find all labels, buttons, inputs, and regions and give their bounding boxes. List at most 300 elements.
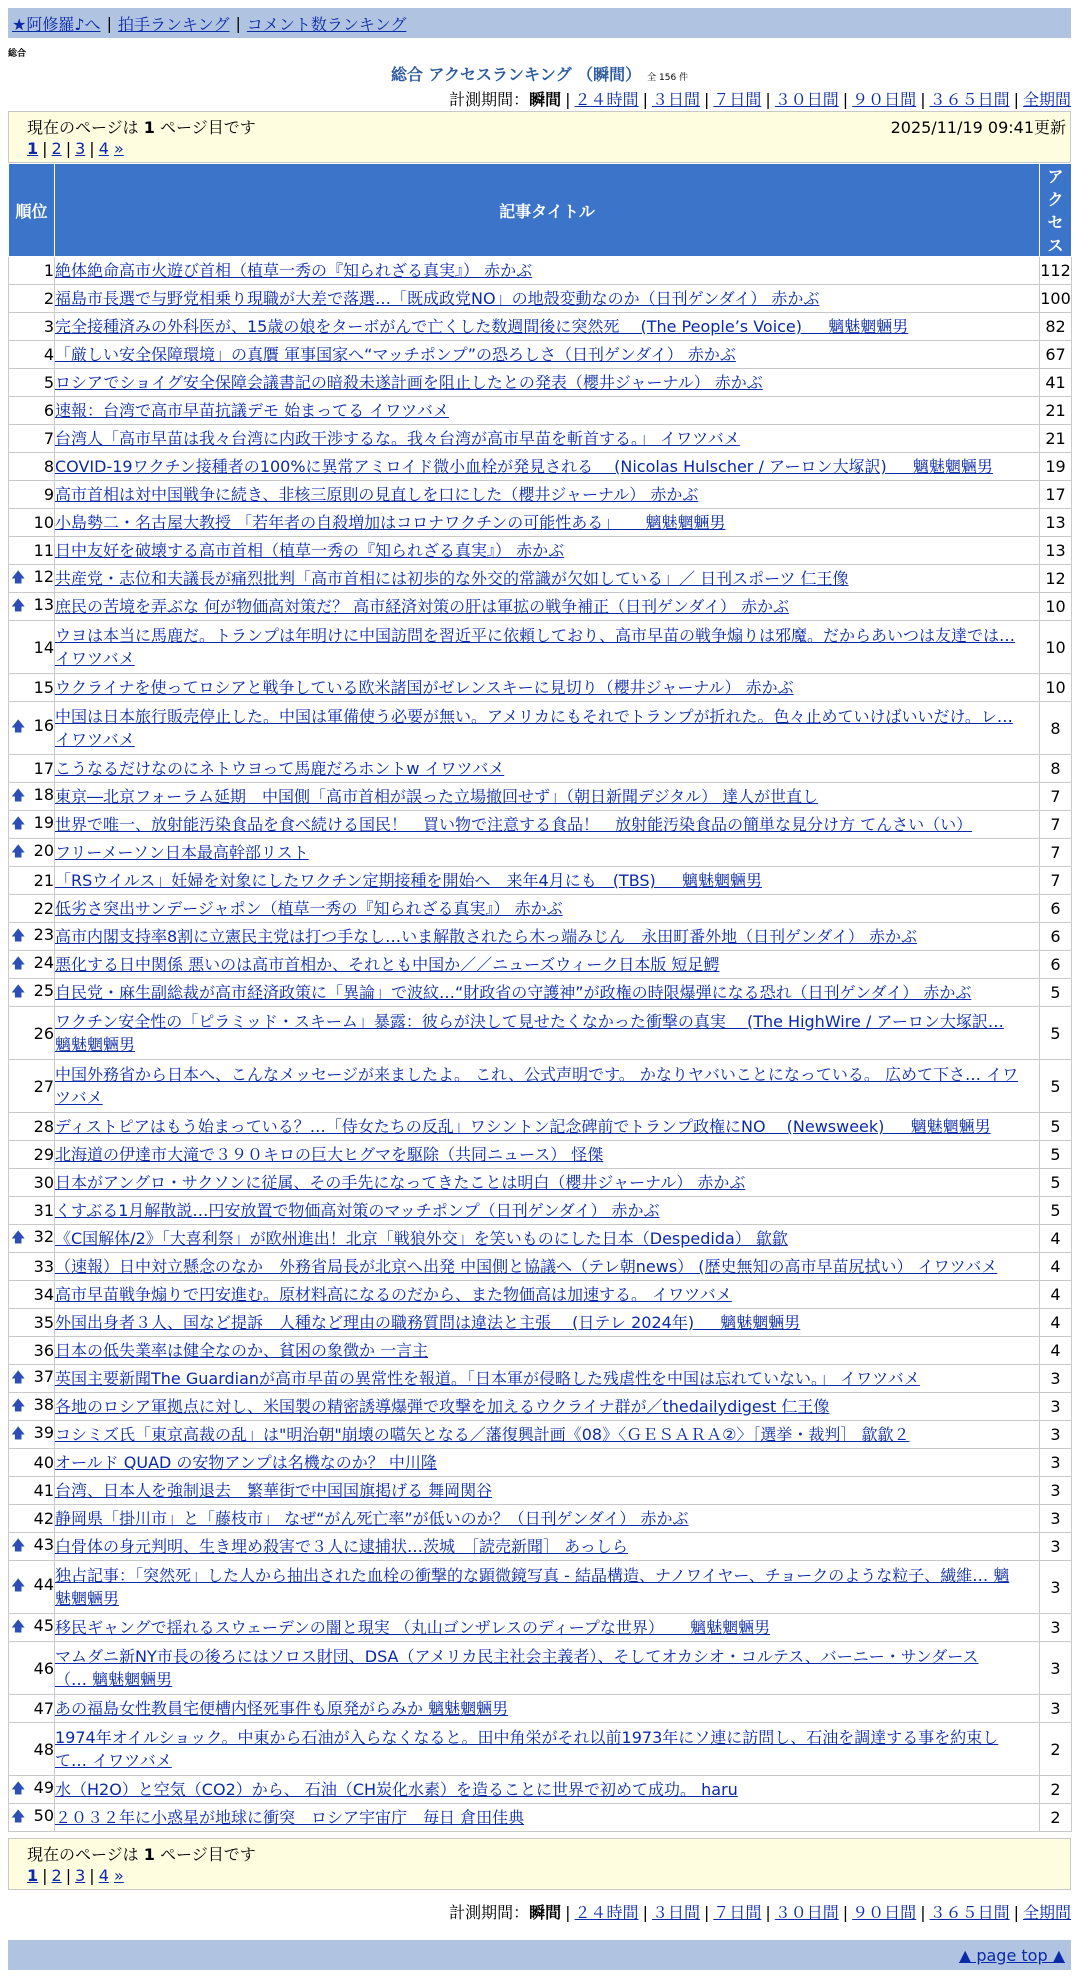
- rank-cell: [9, 1365, 55, 1393]
- table-row: [9, 1197, 1072, 1225]
- rank-cell: [9, 783, 55, 811]
- up-arrow-icon: 🡅: [11, 927, 26, 944]
- title-cell: [55, 1007, 1040, 1060]
- access-count: 5: [1040, 1113, 1072, 1141]
- access-count: 3: [1040, 1695, 1072, 1723]
- article-title-link[interactable]: 台湾人「高市早苗は我々台湾に内政干渉するな。我々台湾が高市早苗を斬首する。」 イワツバメ: [55, 429, 740, 448]
- rank-cell: [9, 285, 55, 313]
- rank-number: 31: [33, 1201, 54, 1220]
- article-title-link[interactable]: 高市内閣支持率8割に立憲民主党は打つ手なし…いま解散されたら木っ端みじん 永田町番外地（日刊ゲンダイ） 赤かぶ: [55, 927, 917, 946]
- access-count: 4: [1040, 1225, 1072, 1253]
- rank-cell: [9, 979, 55, 1007]
- table-row: [9, 1225, 1072, 1253]
- article-title-link[interactable]: 独占記事：「突然死」した人から抽出された血栓の衝撃的な顕微鏡写真 - 結晶構造、ナノワイヤー、チョークのような粒子、繊維… 魑: [55, 1566, 1010, 1585]
- rank-number: 5: [43, 373, 54, 392]
- period-current: 瞬間: [529, 90, 562, 109]
- article-title-link[interactable]: 日本がアングロ・サクソンに従属、その手先になってきたことは明白（櫻井ジャーナル） 赤かぶ: [55, 1173, 746, 1192]
- article-title-link[interactable]: ウクライナを使ってロシアと戦争している欧米諸国がゼレンスキーに見切り（櫻井ジャーナル） 赤かぶ: [55, 678, 794, 697]
- table-row: [9, 481, 1072, 509]
- period-option-link[interactable]: ３０日間: [774, 90, 839, 109]
- table-row: [9, 397, 1072, 425]
- current-page-suffix: ページ目です: [160, 1845, 256, 1864]
- col-title-header: 記事タイトル: [55, 164, 1040, 257]
- article-title-link[interactable]: 静岡県「掛川市」と「藤枝市」 なぜ“がん死亡率”が低いのか？（日刊ゲンダイ） 赤かぶ: [55, 1509, 689, 1528]
- article-title-link[interactable]: 共産党・志位和夫議長が痛烈批判「高市首相には初歩的な外交的常識が欠如している」／ 日刊スポーツ 仁王像: [55, 569, 849, 588]
- current-page-prefix: 現在のページは: [27, 118, 139, 137]
- access-count: 67: [1040, 341, 1072, 369]
- article-title-link[interactable]: コシミズ氏「東京高裁の乱」は"明治朝"崩壊の嚆矢となる／藩復興計画《08》〈ＧＥＳＡＲＡ②〉［選挙・裁判］ 歙歙２: [55, 1425, 910, 1444]
- rank-cell: [9, 425, 55, 453]
- article-title-link[interactable]: ウヨは本当に馬鹿だ。トランプは年明けに中国訪問を習近平に依頼しており、高市早苗の戦争煽りは邪魔。だからあいつは友達では…: [55, 626, 1016, 645]
- page-link[interactable]: 3: [75, 139, 86, 158]
- article-title-link-cont[interactable]: イワツバメ: [55, 649, 135, 668]
- page-link[interactable]: 3: [75, 1866, 86, 1885]
- up-arrow-icon: 🡅: [11, 1229, 26, 1246]
- title-cell: [55, 895, 1040, 923]
- rank-cell: [9, 341, 55, 369]
- rank-number: 49: [33, 1777, 54, 1797]
- title-cell: [55, 481, 1040, 509]
- pager-bottom: [8, 1838, 1071, 1890]
- article-title-link[interactable]: 「厳しい安全保障環境」の真贋 軍事国家へ“マッチポンプ”の恐ろしさ（日刊ゲンダイ） 赤かぶ: [55, 345, 736, 364]
- access-count: 2: [1040, 1723, 1072, 1776]
- table-row: [9, 257, 1072, 285]
- up-arrow-icon: 🡅: [11, 1537, 26, 1554]
- title-cell: [55, 811, 1040, 839]
- table-row: [9, 313, 1072, 341]
- rank-cell: [9, 257, 55, 285]
- up-arrow-icon: 🡅: [11, 843, 26, 860]
- rank-cell: [9, 1060, 55, 1113]
- table-row: [9, 702, 1072, 755]
- title-cell: [55, 425, 1040, 453]
- top-nav-bar: [8, 8, 1071, 38]
- rank-number: 36: [33, 1341, 54, 1360]
- title-cell: [55, 1197, 1040, 1225]
- article-title-link[interactable]: 英国主要新聞The Guardianが高市早苗の異常性を報道。「日本軍が侵略した残虐性を中国は忘れていない。」 イワツバメ: [55, 1369, 920, 1388]
- rank-number: 44: [33, 1575, 54, 1594]
- up-arrow-icon: 🡅: [11, 1808, 26, 1825]
- rank-number: 22: [33, 899, 54, 918]
- article-title-link[interactable]: 小島勢二・名古屋大教授 「若年者の自殺増加はコロナワクチンの可能性ある」 魑魅魍魎男: [55, 513, 726, 532]
- access-count: 2: [1040, 1804, 1072, 1832]
- rank-cell: [9, 1421, 55, 1449]
- article-title-link[interactable]: 水（H2O）と空気（CO2）から、 石油（CH炭化水素）を造ることに世界で初めて成功。 haru: [55, 1780, 738, 1799]
- article-title-link[interactable]: マムダニ新NY市長の後ろにはソロス財団、DSA（アメリカ民主社会主義者）、そしてオカシオ・コルテス、バーニー・サンダース: [55, 1647, 979, 1666]
- col-access-header: アクセス: [1040, 164, 1072, 257]
- access-count: 4: [1040, 1253, 1072, 1281]
- period-option-link[interactable]: 全期間: [1022, 90, 1071, 109]
- table-row: [9, 1281, 1072, 1309]
- title-cell: [55, 621, 1040, 674]
- title-cell: [55, 1225, 1040, 1253]
- access-count: 100: [1040, 285, 1072, 313]
- period-separator: |: [920, 1903, 926, 1922]
- table-row: [9, 425, 1072, 453]
- rank-number: 40: [33, 1453, 54, 1472]
- rank-number: 27: [33, 1076, 54, 1096]
- title-cell: [55, 509, 1040, 537]
- period-separator: |: [765, 1903, 771, 1922]
- rank-number: 11: [33, 541, 54, 560]
- page-link-current[interactable]: 1: [27, 139, 39, 158]
- rank-number: 41: [33, 1481, 54, 1500]
- rank-number: 30: [33, 1173, 54, 1192]
- article-title-link-cont[interactable]: ツバメ: [55, 1088, 103, 1107]
- page-separator: |: [42, 1866, 48, 1885]
- rank-cell: [9, 674, 55, 702]
- rank-cell: [9, 1642, 55, 1695]
- rank-cell: [9, 593, 55, 621]
- title-cell: [55, 1309, 1040, 1337]
- access-count: 3: [1040, 1614, 1072, 1642]
- article-title-link[interactable]: 東京―北京フォーラム延期 中国側「高市首相が誤った立場撤回せず」（朝日新聞デジタル） 達人が世直し: [55, 787, 819, 806]
- table-row: [9, 1477, 1072, 1505]
- table-row: [9, 509, 1072, 537]
- table-row: [9, 1449, 1072, 1477]
- article-title-link[interactable]: 低劣さ突出サンデージャポン（植草一秀の『知られざる真実』） 赤かぶ: [55, 899, 563, 918]
- period-option-link[interactable]: 全期間: [1022, 1903, 1071, 1922]
- period-separator: |: [642, 1903, 648, 1922]
- page-separator: |: [89, 139, 95, 158]
- article-title-link[interactable]: 福島市長選で与野党相乗り現職が大差で落選…「既成政党NO」の地殻変動なのか（日刊ゲンダイ） 赤かぶ: [55, 289, 820, 308]
- rank-number: 37: [33, 1366, 54, 1386]
- page-link-current[interactable]: 1: [27, 1866, 39, 1885]
- rank-number: 23: [33, 924, 54, 944]
- article-title-link[interactable]: 世界で唯一、放射能汚染食品を食べ続ける国民！ 買い物で注意する食品！ 放射能汚染食品の簡単な見分け方 てんさい（い）: [55, 815, 973, 834]
- title-cell: [55, 565, 1040, 593]
- article-title-link[interactable]: 完全接種済みの外科医が、15歳の娘をターボがんで亡くした数週間後に突然死 (The People’s Voice) 魑魅魍魎男: [55, 317, 909, 336]
- title-cell: [55, 1776, 1040, 1804]
- article-title-link[interactable]: 台湾、日本人を強制退去 繁華街で中国国旗掲げる 舞岡関谷: [55, 1481, 493, 1500]
- rank-number: 4: [43, 345, 54, 364]
- rank-number: 29: [33, 1145, 54, 1164]
- article-title-link-cont[interactable]: て… イワツバメ: [55, 1751, 172, 1770]
- access-count: 6: [1040, 951, 1072, 979]
- period-option-link[interactable]: ３日間: [651, 90, 700, 109]
- access-count: 5: [1040, 1007, 1072, 1060]
- rank-cell: [9, 1393, 55, 1421]
- rank-number: 1: [43, 261, 54, 280]
- access-count: 3: [1040, 1393, 1072, 1421]
- rank-number: 20: [33, 840, 54, 860]
- access-count: 4: [1040, 1281, 1072, 1309]
- access-count: 13: [1040, 537, 1072, 565]
- table-row: [9, 1169, 1072, 1197]
- page-separator: |: [42, 139, 48, 158]
- period-separator: |: [703, 90, 710, 109]
- title-cell: [55, 1561, 1040, 1614]
- up-arrow-icon: 🡅: [11, 1618, 26, 1635]
- table-header-row: [9, 164, 1072, 257]
- table-row: [9, 674, 1072, 702]
- title-cell: [55, 1113, 1040, 1141]
- access-count: 3: [1040, 1561, 1072, 1614]
- article-title-link[interactable]: 高市早苗戦争煽りで円安進む。原材料高になるのだから、また物価高は加速する。 イワツバメ: [55, 1285, 732, 1304]
- table-row: [9, 1533, 1072, 1561]
- page-link[interactable]: 2: [51, 1866, 62, 1885]
- article-title-link[interactable]: （速報）日中対立懸念のなか 外務省局長が北京へ出発 中国側と協議へ（テレ朝news） (歴史無知の高市早苗尻拭い） イワツバメ: [55, 1257, 998, 1276]
- article-title-link[interactable]: 中国外務省から日本へ、こんなメッセージが来ましたよ。 これ、公式声明です。 かなりヤバいことになっている。 広めて下さ… イワ: [55, 1065, 1019, 1084]
- rank-number: 17: [33, 759, 54, 778]
- rank-number: 47: [33, 1699, 54, 1718]
- article-title-link[interactable]: 悪化する日中関係 悪いのは高市首相か、それとも中国か／／ニューズウィーク日本版 短足鰐: [55, 955, 720, 974]
- period-option-link[interactable]: ３０日間: [774, 1903, 839, 1922]
- up-arrow-icon: 🡅: [11, 597, 26, 614]
- up-arrow-icon: 🡅: [11, 955, 26, 972]
- up-arrow-icon: 🡅: [11, 1578, 26, 1594]
- title-cell: [55, 1421, 1040, 1449]
- rank-number: 18: [33, 784, 54, 804]
- article-title-link[interactable]: 「RSウイルス」妊婦を対象にしたワクチン定期接種を開始へ 来年4月にも (TBS) 魑魅魍魎男: [55, 871, 762, 890]
- access-count: 19: [1040, 453, 1072, 481]
- article-title-link-cont[interactable]: 魑魅魍魎男: [55, 1035, 136, 1054]
- period-selector-bottom: [449, 1900, 1071, 1923]
- rank-cell: [9, 1533, 55, 1561]
- table-row: [9, 867, 1072, 895]
- rank-cell: [9, 1225, 55, 1253]
- rank-cell: [9, 313, 55, 341]
- article-title-link[interactable]: オールド QUAD の安物アンプは名機なのか？ 中川隆: [55, 1453, 437, 1472]
- rank-number: 12: [33, 566, 54, 586]
- article-title-link[interactable]: 日本の低失業率は健全なのか、貧困の象徴か 一言主: [55, 1341, 429, 1360]
- period-separator: |: [920, 90, 926, 109]
- table-row: [9, 565, 1072, 593]
- article-title-link[interactable]: 中国は日本旅行販売停止した。中国は軍備使う必要が無い。アメリカにもそれでトランプが折れた。色々止めていけばいいだけ。レ…: [55, 707, 1013, 726]
- article-title-link[interactable]: 《C国解体/2》「大喜利祭」が欧州進出！北京「戦狼外交」を笑いものにした日本（Despedida） 歙歙: [55, 1229, 788, 1248]
- page-separator: |: [89, 1866, 95, 1885]
- title-cell: [55, 1614, 1040, 1642]
- article-title-link[interactable]: 速報：台湾で高市早苗抗議デモ 始まってる イワツバメ: [55, 401, 449, 420]
- table-row: [9, 285, 1072, 313]
- article-title-link[interactable]: ディストピアはもう始まっている？…「侍女たちの反乱」ワシントン記念碑前でトランプ政権にNO (Newsweek) 魑魅魍魎男: [55, 1117, 991, 1136]
- rank-number: 9: [43, 485, 54, 504]
- period-option-link[interactable]: ９０日間: [852, 1903, 917, 1922]
- table-row: [9, 951, 1072, 979]
- current-page-number: 1: [143, 118, 155, 137]
- nav-separator: |: [106, 13, 112, 33]
- rank-cell: [9, 839, 55, 867]
- rank-cell: [9, 1505, 55, 1533]
- title-cell: [55, 313, 1040, 341]
- access-count: 7: [1040, 839, 1072, 867]
- access-count: 3: [1040, 1533, 1072, 1561]
- table-row: [9, 811, 1072, 839]
- table-row: [9, 1365, 1072, 1393]
- title-cell: [55, 1060, 1040, 1113]
- article-title-link[interactable]: 庶民の苦境を弄ぶな 何が物価高対策だ？ 高市経済対策の肝は軍拡の戦争補正（日刊ゲンダイ） 赤かぶ: [55, 597, 789, 616]
- article-title-link[interactable]: フリーメーソン日本最高幹部リスト: [55, 843, 309, 862]
- article-title-link[interactable]: ２０３２年に小惑星が地球に衝突 ロシア宇宙庁 毎日 倉田佳典: [55, 1808, 525, 1827]
- access-count: 3: [1040, 1505, 1072, 1533]
- article-title-link[interactable]: COVID-19ワクチン接種者の100%に異常アミロイド微小血栓が発見される (Nicolas Hulscher / アーロン大塚訳) 魑魅魍魎男: [55, 457, 993, 476]
- current-page-number: 1: [143, 1845, 155, 1864]
- rank-cell: [9, 1141, 55, 1169]
- next-page-link[interactable]: »: [113, 1866, 124, 1885]
- access-count: 7: [1040, 811, 1072, 839]
- current-page-text: [27, 1842, 256, 1865]
- table-row: [9, 1113, 1072, 1141]
- period-option-link[interactable]: ２４時間: [574, 90, 639, 109]
- up-arrow-icon: 🡅: [11, 1397, 26, 1414]
- rank-number: 10: [33, 513, 54, 532]
- period-separator: |: [765, 90, 771, 109]
- table-row: [9, 341, 1072, 369]
- page-link[interactable]: 2: [51, 139, 62, 158]
- article-title-link[interactable]: 白骨体の身元判明、生き埋め殺害で３人に逮捕状…茨城 ［読売新聞］ あっしら: [55, 1537, 628, 1556]
- article-title-link[interactable]: 1974年オイルショック。中東から石油が入らなくなると。田中角栄がそれ以前1973年にソ連に訪問し、石油を調達する事を約束し: [55, 1728, 999, 1747]
- article-title-link[interactable]: 各地のロシア軍拠点に対し、米国製の精密誘導爆弾で攻撃を加えるウクライナ群が／thedailydigest 仁王像: [55, 1397, 830, 1416]
- article-title-link-cont[interactable]: イワツバメ: [55, 730, 135, 749]
- comment-ranking-link[interactable]: コメント数ランキング: [246, 14, 407, 34]
- table-row: [9, 1614, 1072, 1642]
- access-count: 10: [1040, 593, 1072, 621]
- page-links: [27, 1866, 124, 1885]
- rank-number: 15: [33, 678, 54, 697]
- rank-cell: [9, 1804, 55, 1832]
- item-count: 全 156 件: [647, 73, 689, 83]
- title-cell: [55, 923, 1040, 951]
- access-count: 17: [1040, 481, 1072, 509]
- rank-number: 6: [43, 401, 54, 420]
- category-label: 総合: [8, 49, 27, 59]
- rank-cell: [9, 895, 55, 923]
- period-option-link[interactable]: ２４時間: [574, 1903, 639, 1922]
- article-title-link[interactable]: あの福島女性教員宅便槽内怪死事件も原発がらみか 魑魅魍魎男: [55, 1699, 509, 1718]
- next-page-link[interactable]: »: [113, 139, 124, 158]
- table-row: [9, 453, 1072, 481]
- page-top-link[interactable]: ▲ page top ▲: [958, 1945, 1065, 1965]
- period-option-link[interactable]: ３日間: [651, 1903, 700, 1922]
- rank-number: 3: [43, 317, 54, 336]
- title-cell: [55, 1642, 1040, 1695]
- rank-number: 7: [43, 429, 54, 448]
- article-title-link[interactable]: 自民党・麻生副総裁が高市経済政策に「異論」で波紋…“財政省の守護神”が政権の時限爆弾になる恐れ（日刊ゲンダイ） 赤かぶ: [55, 983, 972, 1002]
- rank-cell: [9, 397, 55, 425]
- title-cell: [55, 285, 1040, 313]
- up-arrow-icon: 🡅: [11, 569, 26, 586]
- period-option-link[interactable]: ７日間: [713, 90, 762, 109]
- clap-ranking-link[interactable]: 拍手ランキング: [117, 14, 230, 34]
- article-title-link[interactable]: ワクチン安全性の「ピラミッド・スキーム」暴露：彼らが決して見せたくなかった衝撃の真実 (The HighWire / アーロン大塚訳…: [55, 1012, 1004, 1031]
- title-cell: [55, 783, 1040, 811]
- article-title-link[interactable]: ロシアでショイグ安全保障会議書記の暗殺未遂計画を阻止したとの発表（櫻井ジャーナル） 赤かぶ: [55, 373, 763, 392]
- title-cell: [55, 839, 1040, 867]
- article-title-link[interactable]: くすぶる1月解散説…円安放置で物価高対策のマッチポンプ（日刊ゲンダイ） 赤かぶ: [55, 1201, 660, 1220]
- ranking-table: [8, 163, 1072, 1832]
- rank-cell: [9, 1113, 55, 1141]
- article-title-link[interactable]: こうなるだけなのにネトウヨって馬鹿だろホントw イワツバメ: [55, 759, 505, 778]
- page-title: [0, 62, 1079, 85]
- rank-number: 13: [33, 594, 54, 614]
- page-separator: |: [65, 139, 72, 158]
- rank-number: 24: [33, 952, 54, 972]
- bottom-bar: [8, 1940, 1071, 1970]
- rank-number: 34: [33, 1285, 54, 1304]
- page-links: [27, 139, 124, 158]
- table-row: [9, 1060, 1072, 1113]
- table-row: [9, 1642, 1072, 1695]
- title-cell: [55, 1804, 1040, 1832]
- period-separator: |: [565, 90, 571, 109]
- period-separator: |: [842, 90, 849, 109]
- access-count: 10: [1040, 621, 1072, 674]
- rank-cell: [9, 621, 55, 674]
- table-row: [9, 1723, 1072, 1776]
- rank-cell: [9, 1723, 55, 1776]
- article-title-link[interactable]: 絶体絶命高市火遊び首相（植草一秀の『知られざる真実』） 赤かぶ: [55, 261, 533, 280]
- rank-number: 33: [33, 1257, 54, 1276]
- rank-number: 14: [33, 637, 54, 657]
- rank-cell: [9, 453, 55, 481]
- rank-number: 8: [43, 457, 54, 476]
- period-option-link[interactable]: ３６５日間: [929, 90, 1010, 109]
- table-row: [9, 369, 1072, 397]
- access-count: 5: [1040, 979, 1072, 1007]
- rank-cell: [9, 565, 55, 593]
- rank-cell: [9, 702, 55, 755]
- article-title-link[interactable]: 北海道の伊達市大滝で３９０キロの巨大ヒグマを駆除（共同ニュース） 怪傑: [55, 1145, 604, 1164]
- table-row: [9, 1141, 1072, 1169]
- period-option-link[interactable]: ７日間: [713, 1903, 762, 1922]
- access-count: 5: [1040, 1060, 1072, 1113]
- title-cell: [55, 341, 1040, 369]
- rank-cell: [9, 1776, 55, 1804]
- rank-number: 50: [33, 1805, 54, 1825]
- access-count: 8: [1040, 702, 1072, 755]
- article-title-link[interactable]: 高市首相は対中国戦争に続き、非核三原則の見直しを口にした（櫻井ジャーナル） 赤かぶ: [55, 485, 699, 504]
- rank-cell: [9, 1477, 55, 1505]
- article-title-link[interactable]: 外国出身者３人、国など提訴 人種など理由の職務質問は違法と主張 (日テレ 2024年) 魑魅魍魎男: [55, 1313, 801, 1332]
- up-arrow-icon: 🡅: [11, 787, 26, 804]
- rank-cell: [9, 1281, 55, 1309]
- rank-cell: [9, 1449, 55, 1477]
- access-count: 7: [1040, 867, 1072, 895]
- table-row: [9, 1421, 1072, 1449]
- access-count: 10: [1040, 674, 1072, 702]
- home-link[interactable]: ★阿修羅♪へ: [12, 14, 101, 34]
- rank-number: 26: [33, 1023, 54, 1043]
- access-count: 5: [1040, 1197, 1072, 1225]
- access-count: 82: [1040, 313, 1072, 341]
- pager-top: [8, 111, 1071, 163]
- page-link[interactable]: 4: [98, 1866, 109, 1885]
- article-title-link[interactable]: 日中友好を破壊する高市首相（植草一秀の『知られざる真実』） 赤かぶ: [55, 541, 565, 560]
- table-row: [9, 923, 1072, 951]
- rank-cell: [9, 923, 55, 951]
- article-title-link-cont[interactable]: （… 魑魅魍魎男: [55, 1670, 173, 1689]
- period-separator: |: [565, 1903, 571, 1922]
- period-option-link[interactable]: ９０日間: [852, 90, 917, 109]
- article-title-link-cont[interactable]: 魅魍魎男: [55, 1589, 120, 1608]
- table-row: [9, 1337, 1072, 1365]
- table-row: [9, 1804, 1072, 1832]
- period-label: 計測期間：: [449, 1903, 530, 1922]
- up-arrow-icon: 🡅: [11, 719, 26, 735]
- nav-separator: |: [235, 13, 241, 33]
- title-cell: [55, 979, 1040, 1007]
- rank-cell: [9, 1197, 55, 1225]
- period-selector-top: [449, 87, 1071, 110]
- access-count: 3: [1040, 1449, 1072, 1477]
- access-count: 3: [1040, 1421, 1072, 1449]
- rank-cell: [9, 369, 55, 397]
- article-title-link[interactable]: 移民ギャングで揺れるスウェーデンの闇と現実 （丸山ゴンザレスのディープな世界） 魑魅魍魎男: [55, 1618, 771, 1637]
- page-link[interactable]: 4: [98, 139, 109, 158]
- rank-number: 45: [33, 1615, 54, 1635]
- table-row: [9, 1007, 1072, 1060]
- period-option-link[interactable]: ３６５日間: [929, 1903, 1010, 1922]
